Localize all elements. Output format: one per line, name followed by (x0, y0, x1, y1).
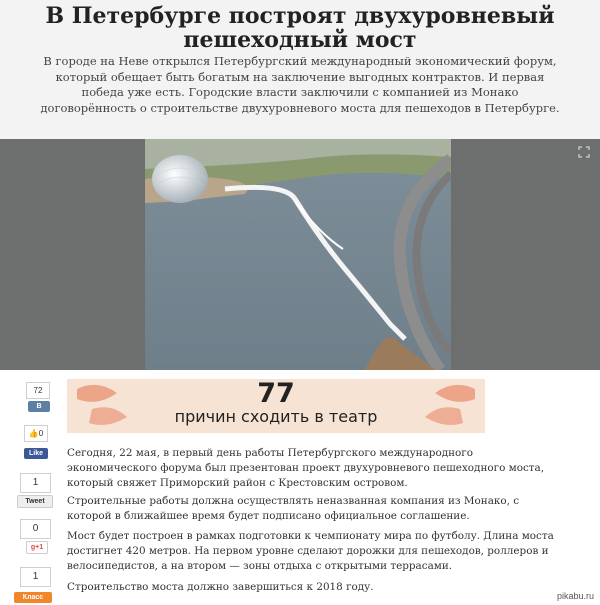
thumb-icon: 👍 (28, 429, 39, 438)
fb-like-button[interactable] (24, 448, 48, 459)
tweet-label: Tweet (25, 498, 45, 505)
article-paragraph: Строительные работы должна осуществлять неназванная компания из Монако, с которой в ближайшее время будет подписано официальное соглашение. (67, 495, 520, 522)
bridge-photo[interactable] (145, 139, 451, 370)
tweet-button[interactable] (17, 495, 53, 508)
article-header (0, 0, 600, 139)
theatre-banner[interactable] (67, 379, 485, 433)
vk-count: 72 (26, 382, 50, 399)
article-paragraph: Мост будет построен в рамках подготовки к чемпионату мира по футболу. Длина моста достигнет 420 метров. На первом уровне сделают дорожки для пешеходов, роллеров и велосипедистов, а на втором — зоны отдыха с открытыми террасами. (67, 530, 554, 572)
ok-class-button[interactable] (14, 592, 52, 603)
tw-count: 1 (20, 473, 51, 493)
article-title: В Петербурге построят двухуровневый пешеходный мост (45, 3, 555, 53)
site-watermark: pikabu.ru (556, 591, 594, 601)
article-lead: В городе на Неве открылся Петербургский международный экономический форум, который обещает быть богатым на заключение выгодных контрактов. И первая победа уже есть. Городские власти заключили с компанией из Монако договорённость о строительстве двухуровневого моста для пешеходов в Петербурге. (40, 54, 560, 115)
article-paragraph: Строительство моста должно завершиться к 2018 году. (67, 581, 374, 593)
ok-count: 1 (20, 567, 51, 587)
fb-count-box (24, 425, 48, 442)
gp-count: 0 (20, 519, 51, 539)
article-paragraph: Сегодня, 22 мая, в первый день работы Петербургского международного экономического форума был презентован проект двухуровневого пешеходного моста, который свяжет Приморский район с Крестовским островом. (67, 447, 545, 489)
ok-label: Класс (22, 594, 44, 601)
vk-share-button[interactable] (28, 401, 50, 412)
banner-number: 77 (257, 379, 295, 409)
google-plus-button[interactable] (26, 541, 48, 554)
banner-text: причин сходить в театр (174, 407, 378, 426)
expand-icon[interactable] (578, 146, 590, 158)
fb-label: Like (28, 450, 43, 457)
vk-label: В (36, 403, 42, 410)
gp-label: g+1 (30, 544, 44, 551)
photo-band (0, 139, 600, 370)
fb-count: 0 (38, 429, 44, 438)
